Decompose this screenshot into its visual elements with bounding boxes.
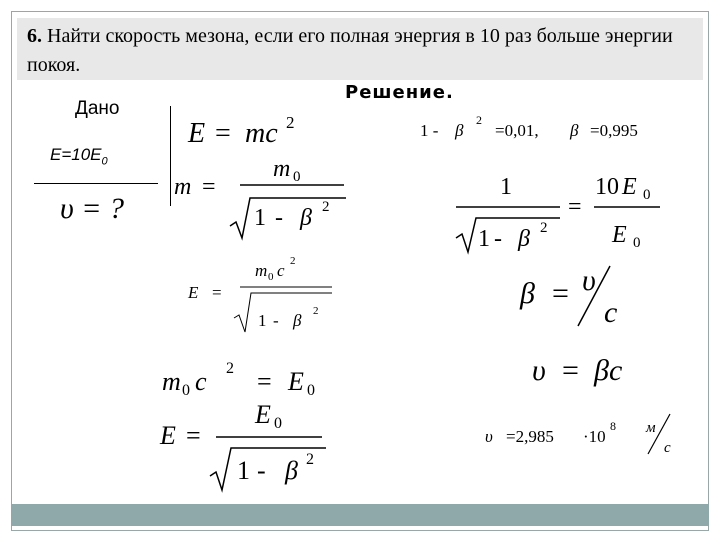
svg-text:β: β bbox=[455, 121, 464, 140]
svg-text:2: 2 bbox=[313, 305, 319, 317]
svg-text:=: = bbox=[186, 421, 201, 450]
svg-text:=: = bbox=[257, 367, 272, 396]
svg-text:1: 1 bbox=[237, 456, 250, 485]
given-value: $E=10E_0$ bbox=[50, 145, 108, 168]
svg-text:1: 1 bbox=[258, 311, 267, 330]
svg-text:м: м bbox=[646, 420, 656, 436]
svg-text:0: 0 bbox=[643, 187, 651, 203]
formula-e-mc2 bbox=[187, 113, 295, 149]
svg-text:m: m bbox=[162, 367, 181, 396]
svg-text:=: = bbox=[568, 194, 582, 220]
formula-rest-energy bbox=[162, 360, 315, 399]
svg-text:β: β bbox=[300, 205, 312, 231]
svg-text:2: 2 bbox=[540, 220, 548, 236]
svg-text:·10: ·10 bbox=[583, 427, 606, 446]
problem-text: Найти скорость мезона, если его полная энергия в 10 раз больше энергии покоя. bbox=[27, 25, 673, 76]
svg-text:β: β bbox=[285, 456, 298, 485]
formula-speed-def bbox=[532, 354, 622, 387]
formula-gamma-ratio bbox=[456, 174, 660, 252]
svg-text:8: 8 bbox=[610, 419, 616, 433]
svg-text:E: E bbox=[612, 222, 627, 248]
svg-text:=: = bbox=[552, 277, 569, 310]
svg-text:2: 2 bbox=[476, 113, 482, 127]
svg-text:=: = bbox=[212, 283, 222, 302]
svg-text:E: E bbox=[160, 421, 176, 450]
svg-text:β: β bbox=[520, 277, 535, 310]
svg-text:1 -: 1 - bbox=[420, 121, 439, 140]
svg-text:0: 0 bbox=[633, 235, 641, 251]
svg-text:1: 1 bbox=[500, 174, 512, 200]
svg-text:-: - bbox=[275, 205, 283, 231]
svg-text:2: 2 bbox=[306, 451, 314, 468]
given-label: Дано bbox=[75, 98, 120, 119]
svg-text:c: c bbox=[277, 261, 285, 280]
svg-text:m: m bbox=[174, 174, 192, 200]
svg-text:E: E bbox=[622, 174, 637, 200]
svg-text:E: E bbox=[255, 400, 271, 429]
svg-text:υ: υ bbox=[582, 264, 596, 297]
formula-relativistic-mass bbox=[174, 156, 346, 238]
svg-text:10: 10 bbox=[595, 174, 619, 200]
svg-text:=: = bbox=[562, 354, 579, 387]
svg-text:β: β bbox=[518, 226, 530, 252]
svg-text:β: β bbox=[293, 311, 302, 330]
svg-text:c: c bbox=[664, 440, 671, 456]
svg-text:c: c bbox=[604, 296, 618, 329]
svg-text:E: E bbox=[188, 118, 206, 149]
svg-text:0: 0 bbox=[293, 169, 301, 185]
svg-text:m: m bbox=[255, 261, 268, 280]
formula-beta-def bbox=[519, 264, 617, 329]
svg-text:0: 0 bbox=[182, 382, 190, 399]
svg-text:2: 2 bbox=[322, 199, 330, 215]
svg-text:-: - bbox=[494, 226, 502, 252]
svg-text:-: - bbox=[273, 311, 279, 330]
svg-text:β: β bbox=[570, 121, 579, 140]
svg-text:βc: βc bbox=[594, 354, 623, 387]
svg-text:-: - bbox=[257, 456, 266, 485]
problem-number: 6. bbox=[27, 25, 42, 47]
formula-speed-result bbox=[485, 414, 671, 456]
solution-title: Решение. bbox=[345, 82, 454, 103]
svg-text:2: 2 bbox=[290, 255, 296, 267]
svg-text:0: 0 bbox=[268, 271, 274, 283]
svg-text:E: E bbox=[288, 367, 304, 396]
svg-text:E: E bbox=[188, 283, 199, 302]
svg-text:=0,01,: =0,01, bbox=[495, 121, 539, 140]
svg-text:υ: υ bbox=[485, 427, 493, 446]
svg-text:υ: υ bbox=[532, 354, 546, 387]
svg-text:mc: mc bbox=[245, 118, 278, 149]
formula-beta-values bbox=[420, 113, 638, 140]
formula-energy-small bbox=[187, 255, 332, 332]
svg-text:=: = bbox=[202, 174, 216, 200]
find-unknown: υ = ? bbox=[60, 192, 125, 225]
svg-text:=2,985: =2,985 bbox=[506, 427, 554, 446]
svg-text:1: 1 bbox=[478, 226, 490, 252]
svg-text:0: 0 bbox=[274, 415, 282, 432]
svg-text:2: 2 bbox=[226, 360, 234, 377]
svg-text:2: 2 bbox=[286, 113, 295, 132]
svg-text:=0,995: =0,995 bbox=[590, 121, 638, 140]
svg-text:0: 0 bbox=[307, 382, 315, 399]
bottom-bar bbox=[11, 504, 709, 526]
svg-text:1: 1 bbox=[254, 205, 266, 231]
formula-energy-rest bbox=[159, 400, 326, 490]
svg-text:m: m bbox=[273, 156, 291, 182]
svg-text:c: c bbox=[195, 367, 207, 396]
svg-text:=: = bbox=[215, 118, 231, 149]
